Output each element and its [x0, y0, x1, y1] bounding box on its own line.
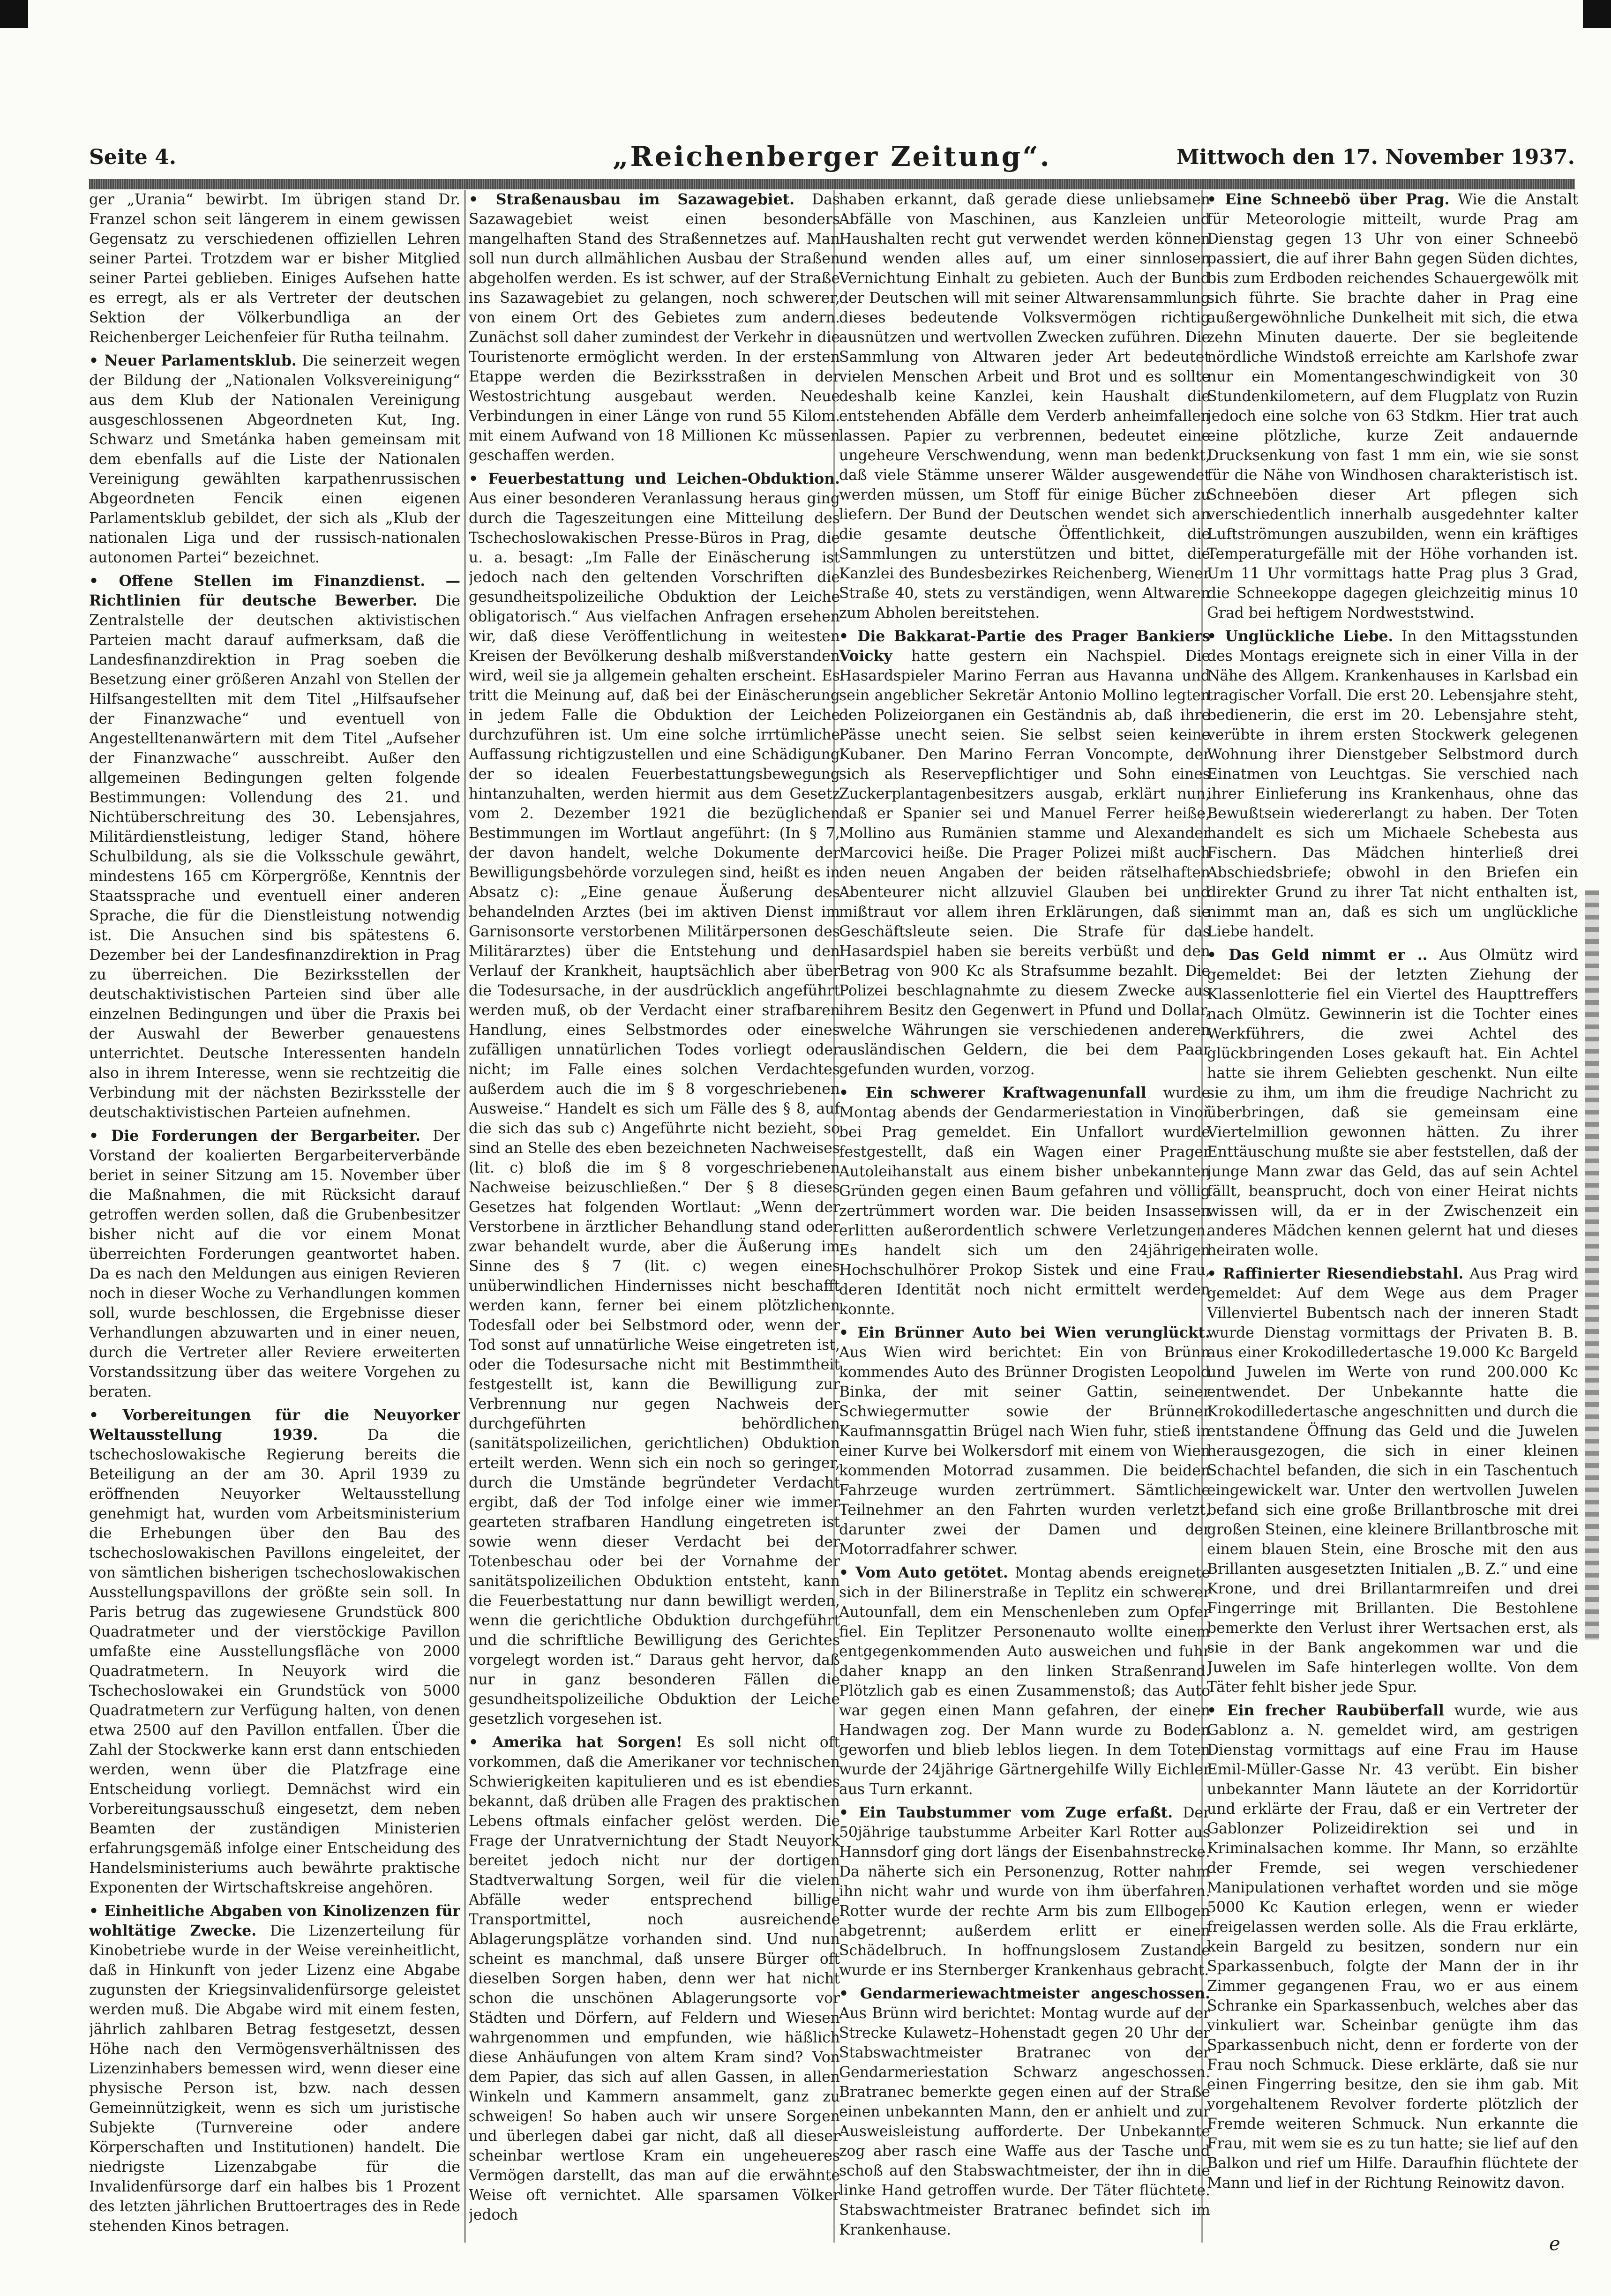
article-body: ger „Urania“ bewirbt. Im übrigen stand Dr. Franzel schon seit längerem in einem gewissen Gegensatz zu verschiedenen offiziellen Lehren seiner Partei. Trotzdem war er bisher Mitglied seiner Partei geblieben. Einiges Aufsehen hatte es erregt, als er als Vertreter der deutschen Sektion der Völkerbundliga an der Reichenberger Leichenfeier für Rutha teilnahm.	[89, 191, 460, 346]
article-paragraph	[839, 190, 1210, 623]
article-paragraph	[1207, 627, 1578, 942]
issue-date: Mittwoch den 17. November 1937.	[1176, 145, 1575, 169]
article-headline: • Vom Auto getötet.	[839, 1564, 1008, 1581]
column-2	[469, 190, 840, 2247]
article-body: Die Zentralstelle der deutschen aktivistischen Parteien macht darauf aufmerksam, daß die Landesfinanzdirektion in Prag soeben die Besetzung einer größeren Anzahl von Stellen der Hilfsangestellten mit dem Titel „Hilfsaufseher der Finanzwache“ und eventuell von Angestelltenanwärtern mit dem Titel „Aufseher der Finanzwache“ ausschreibt. Außer den allgemeinen Bedingungen gelten folgende Bestimmungen: Vollendung des 21. und Nichtüberschreitung des 30. Lebensjahres, Militärdienstleistung, lediger Stand, höhere Schulbildung, als sie die Volksschule gewährt, mindestens 165 cm Körpergröße, Kenntnis der Staatssprache und eventuell einer anderen Sprache, die für die Dienstleistung notwendig ist. Die Ansuchen sind bis spätestens 6. Dezember bei der Landesfinanzdirektion in Prag zu überreichen. Die Bezirksstellen der deutschaktivistischen Parteien sind über alle einzelnen Bedingungen und über die Praxis bei der Auswahl der Bewerber genauestens unterrichtet. Deutsche Interessenten handeln also in ihrem Interesse, wenn sie rechtzeitig die Verbindung mit der nächsten Bezirksstelle der deutschaktivistischen Parteien aufnehmen.	[89, 592, 460, 1121]
article-headline: • Amerika hat Sorgen!	[469, 1734, 682, 1751]
article-body: hatte gestern ein Nachspiel. Die Hasardspieler Marino Ferran aus Havanna und sein angeblicher Sekretär Antonio Mollino legten den Polizeiorganen ein Geständnis ab, daß ihre Pässe unecht seien. Sie selbst seien keine Kubaner. Den Marino Ferran Voncompte, der sich als Reservepflichtiger und Sohn eines Zuckerplantagenbesitzers ausgab, erklärt nun, daß er Spanier sei und Manuel Ferrer heiße, Mollino aus Rumänien stamme und Alexander Marcovici heiße. Die Prager Polizei mißt auch den neuen Angaben der beiden rätselhaften Abenteurer nicht allzuviel Glauben bei und mißtraut vor allem ihren Erklärungen, daß sie Geschäftsleute seien. Die Strafe für das Hasardspiel haben sie bereits verbüßt und den Betrag von 900 Kc als Strafsumme bezahlt. Die Polizei beschlagnahmte zu diesem Zwecke aus ihrem Besitz den Gegenwert in Pfund und Dollar, welche Währungen sie verschiedenen anderen ausländischen Geldern, die bei dem Paar gefunden wurden, vorzog.	[839, 648, 1210, 1078]
article-body: Da die tschechoslowakische Regierung bereits die Beteiligung an der am 30. April 1939 zu eröffnenden Neuyorker Weltausstellung genehmigt hat, wurden vom Arbeitsministerium die Erhebungen über den Bau des tschechoslowakischen Pavillons eingeleitet, der von sämtlichen bisherigen tschechoslowakischen Ausstellungspavillons der größte sein soll. In Paris betrug das zugewiesene Grundstück 800 Quadratmeter und der vierstöckige Pavillon umfaßte eine Ausstellungsfläche von 2000 Quadratmetern. In Neuyork wird die Tschechoslowakei ein Grundstück von 5000 Quadratmetern zur Verfügung halten, von denen etwa 2500 auf den Pavillon entfallen. Über die Zahl der Stockwerke kann erst dann entschieden werden, wenn über die Platzfrage eine Entscheidung vorliegt. Demnächst wird ein Vorbereitungsausschuß eingesetzt, dem neben Beamten der zuständigen Ministerien erfahrungsgemäß infolge einer Entscheidung des Handelsministeriums auch bewährte praktische Exponenten der Wirtschaftskreise angehören.	[89, 1427, 460, 1896]
article-paragraph	[469, 190, 840, 465]
column-1	[89, 190, 460, 2247]
article-headline: • Unglückliche Liebe.	[1207, 628, 1393, 645]
article-headline: • Ein Brünner Auto bei Wien verunglückt.	[839, 1324, 1210, 1341]
column-4	[1207, 190, 1578, 2247]
scan-corner-mark	[0, 0, 28, 28]
article-paragraph	[839, 1083, 1210, 1319]
article-paragraph	[89, 351, 460, 568]
scan-corner-mark	[1583, 0, 1611, 28]
article-paragraph	[89, 1126, 460, 1402]
article-paragraph	[839, 1563, 1210, 1799]
article-body: Aus Brünn wird berichtet: Montag wurde auf der Strecke Kulawetz–Hohenstadt gegen 20 Uhr der Stabswachtmeister Bratranec von der Gendarmeriestation Schwarz angeschossen. Bratranec bemerkte gegen einen auf der Straße einen unbekannten Mann, den er anhielt und zur Ausweisleistung aufforderte. Der Unbekannte zog aber rasch eine Waffe aus der Tasche und schoß auf den Stabswachtmeister, der ihn in die linke Hand getroffen wurde. Der Täter flüchtete. Stabswachtmeister Bratranec befindet sich im Krankenhause.	[839, 2005, 1210, 2238]
article-headline: • Das Geld nimmt er ..	[1207, 947, 1428, 964]
footer-mark: ℯ	[1549, 2233, 1560, 2255]
article-paragraph	[839, 627, 1210, 1079]
article-paragraph	[89, 190, 460, 347]
article-headline: • Gendarmeriewachtmeister angeschossen.	[839, 1985, 1210, 2002]
article-body: haben erkannt, daß gerade diese unliebsamen Abfälle von Maschinen, aus Kanzleien und Haushalten recht gut verwendet werden können und wenden alles auf, um einer sinnlosen Vernichtung Einhalt zu gebieten. Auch der Bund der Deutschen will mit seiner Altwarensammlung dieses bedeutende Volksvermögen richtig ausnützen und wertvollen Zwecken zuführen. Die Sammlung von Altwaren jeder Art bedeutet vielen Menschen Arbeit und Brot und es sollte deshalb keine Kanzlei, kein Haushalt die entstehenden Abfälle dem Verderb anheimfallen lassen. Papier zu verbrennen, bedeutet eine ungeheure Verschwendung, wenn man bedenkt, daß viele Stämme unserer Wälder ausgewendet werden müssen, um Stoff für einige Bücher zu liefern. Der Bund der Deutschen wendet sich an die gesamte deutsche Öffentlichkeit, die Sammlungen zu unterstützen und bittet, die Kanzlei des Bundesbezirkes Reichenberg, Wiener Straße 40, stets zu verständigen, wenn Altwaren zum Abholen bereitstehen.	[839, 191, 1210, 621]
article-headline: • Ein Taubstummer vom Zuge erfaßt.	[839, 1804, 1173, 1821]
article-body: Montag abends ereignete sich in der Bilinerstraße in Teplitz ein schwerer Autounfall, dem ein Menschenleben zum Opfer fiel. Ein Teplitzer Personenauto wollte einem entgegenkommenden Auto ausweichen und fuhr daher knapp an den linken Straßenrand. Plötzlich gab es einen Zusammenstoß; das Auto war gegen einen Mann gefahren, der einen Handwagen zog. Der Mann wurde zu Boden geworfen und blieb leblos liegen. In dem Toten wurde der 24jährige Gärtnergehilfe Willy Eichler aus Turn erkannt.	[839, 1564, 1210, 1798]
article-headline: • Straßenausbau im Sazawagebiet.	[469, 191, 794, 208]
article-paragraph	[89, 571, 460, 1122]
article-paragraph	[1207, 1701, 1578, 2193]
article-body: Das Sazawagebiet weist einen besonders mangelhaften Stand des Straßennetzes auf. Man soll nun durch allmählichen Ausbau der Straßen abgeholfen werden. Es ist schwer, auf der Straße ins Sazawagebiet zu gelangen, noch schwerer, von einem Ort des Gebietes zum andern. Zunächst soll daher zumindest der Verkehr in die Touristenorte ermöglicht werden. In der ersten Etappe werden die Bezirksstraßen in der Westostrichtung ausgebaut werden. Neue Verbindungen in einer Länge von rund 55 Kilom. mit einem Aufwand von 18 Millionen Kc müssen geschaffen werden.	[469, 191, 840, 464]
article-body: In den Mittagsstunden des Montags ereignete sich in einer Villa in der Nähe des Allgem. Krankenhauses in Karlsbad ein tragischer Vorfall. Die erst 20. Lebensjahre steht, bedienerin, die erst im 20. Lebensjahre steht, verübte in ihrem ersten Stockwerk gelegenen Wohnung ihrer Dienstgeber Selbstmord durch Einatmen von Leuchtgas. Sie verschied nach ihrer Einlieferung ins Krankenhaus, ohne das Bewußtsein wiedererlangt zu haben. Der Toten handelt es sich um Michaele Schebesta aus Fischern. Das Mädchen hinterließ drei Abschiedsbriefe; obwohl in den Briefen ein direkter Grund zu ihrer Tat nicht enthalten ist, nimmt man an, daß es sich um unglückliche Liebe handelt.	[1207, 628, 1578, 940]
article-headline: • Neuer Parlamentsklub.	[89, 352, 297, 369]
article-body: Die seinerzeit wegen der Bildung der „Nationalen Volksvereinigung“ aus dem Klub der Nationalen Vereinigung ausgeschlossenen Abgeordneten Kut, Ing. Schwarz und Smetánka haben gemeinsam mit dem ebenfalls auf die Liste der Nationalen Vereinigung gewählten karpathenrussischen Abgeordneten Fencik einen eigenen Parlamentsklub gebildet, der sich als „Klub der nationalen Liga und der russisch-nationalen autonomen Partei“ bezeichnet.	[89, 352, 460, 566]
article-paragraph	[89, 1901, 460, 2236]
column-3	[839, 190, 1210, 2247]
article-headline: • Feuerbestattung und Leichen-Obduktion.	[469, 471, 840, 487]
article-paragraph	[839, 1323, 1210, 1559]
newspaper-title: „Reichenberger Zeitung“.	[613, 141, 1051, 172]
article-body: Wie die Anstalt für Meteorologie mitteilt, wurde Prag am Dienstag gegen 13 Uhr von einer Schneebö passiert, die auf ihrer Bahn gegen Süden dichtes, bis zum Erdboden reichendes Schauergewölk mit sich führte. Sie brachte daher in Prag eine außergewöhnliche Dunkelheit mit sich, die etwa zehn Minuten dauerte. Der sie begleitende nördliche Windstoß erreichte am Karlshofe zwar nur ein Momentangeschwindigkeit von 30 Stundenkilometern, auf dem Flugplatz von Ruzin jedoch eine solche von 63 Stdkm. Hier trat auch eine plötzliche, kurze Zeit andauernde Drucksenkung von fast 1 mm ein, wie sie sonst für die Nähe von Windhosen charakteristisch ist. Schneeböen dieser Art pflegen sich verschiedentlich innerhalb ausgedehnter kalter Luftströmungen auszubilden, wenn ein kräftiges Temperaturgefälle mit der Höhe vorhanden ist. Um 11 Uhr vormittags hatte Prag plus 3 Grad, die Schneekoppe dagegen gleichzeitig minus 10 Grad bei heftigem Nordweststwind.	[1207, 191, 1578, 621]
article-headline: • Offene Stellen im Finanzdienst. — Richtlinien für deutsche Bewerber.	[89, 573, 460, 609]
article-headline: • Ein schwerer Kraftwagenunfall	[839, 1084, 1146, 1101]
article-body: Aus Prag wird gemeldet: Auf dem Wege aus dem Prager Villenviertel Bubentsch nach der inneren Stadt wurde Dienstag vormittags der Privaten B. B. aus einer Krokodilledertasche 19.000 Kc Bargeld und Juwelen im Werte von rund 200.000 Kc entwendet. Der Unbekannte hatte die Krokodilledertasche angeschnitten und durch die entstandene Öffnung das Geld und die Juwelen herausgezogen, die sich in einer kleinen Schachtel befanden, die sich in ein Taschentuch eingewickelt war. Unter den wertvollen Juwelen befand sich eine große Brillantbrosche mit drei großen Steinen, eine kleinere Brillantbrosche mit einem blauen Stein, eine Brosche mit den aus Brillanten ausgesetzten Initialen „B. Z.“ und eine Krone, und drei Brillantarmreifen und drei Fingerringe mit Brillanten. Die Bestohlene bemerkte den Verlust ihrer Wertsachen erst, als sie in der Bank angekommen war und die Juwelen im Safe hinterlegen wollte. Von dem Täter fehlt bisher jede Spur.	[1207, 1265, 1578, 1696]
article-body: Der 50jährige taubstumme Arbeiter Karl Rotter aus Hannsdorf ging dort längs der Eisenbahnstrecke. Da näherte sich ein Personenzug, Rotter nahm ihn nicht wahr und wurde von ihm überfahren. Rotter wurde der rechte Arm bis zum Ellbogen abgetrennt; außerdem erlitt er einen Schädelbruch. In hoffnungslosem Zustande wurde er ins Sternberger Krankenhaus gebracht.	[839, 1804, 1210, 1979]
article-paragraph	[1207, 945, 1578, 1260]
article-headline: • Vorbereitungen für die Neuyorker Weltausstellung 1939.	[89, 1407, 460, 1443]
article-paragraph	[1207, 1264, 1578, 1697]
page-number: Seite 4.	[89, 145, 177, 169]
article-body: wurde, wie aus Gablonz a. N. gemeldet wird, am gestrigen Dienstag vormittags auf eine Frau im Hause Emil-Müller-Gasse Nr. 43 verübt. Ein bisher unbekannter Mann läutete an der Korridortür und erklärte der Frau, daß er ein Vertreter der Gablonzer Polizeidirektion sei und in Kriminalsachen komme. Ihr Mann, so erzählte der Fremde, sei wegen verschiedener Manipulationen verhaftet worden und sie möge 5000 Kc Kaution erlegen, wenn er wieder freigelassen werden solle. Als die Frau erklärte, kein Bargeld zu besitzen, sondern nur ein Sparkassenbuch, folgte der Mann der in ihr Zimmer gegangenen Frau, wo er aus einem Schranke ein Sparkassenbuch, welches aber das vinkuliert war. Scheinbar genügte ihm das Sparkassenbuch nicht, denn er forderte von der Frau noch Schmuck. Diese erklärte, daß sie nur einen Fingerring besitze, den sie ihm gab. Mit vorgehaltenem Revolver forderte plötzlich der Fremde weiteren Schmuck. Nun erkannte die Frau, mit wem sie es zu tun hatte; sie lief auf den Balkon und rief um Hilfe. Daraufhin flüchtete der Mann und lief in der Richtung Reinowitz davon.	[1207, 1702, 1578, 2191]
article-paragraph	[89, 1406, 460, 1898]
article-body: Aus einer besonderen Veranlassung heraus ging durch die Tageszeitungen eine Mitteilung des Tschechoslowakischen Presse-Büros in Prag, die u. a. besagt: „Im Falle der Einäscherung ist jedoch nach den geltenden Vorschriften die gesundheitspolizeiliche Obduktion der Leiche obligatorisch.“ Aus vielfachen Anfragen ersehen wir, daß diese Veröffentlichung in weitesten Kreisen der Bevölkerung deshalb mißverstanden wird, weil sie ja allgemein gehalten erscheint. Es tritt die Meinung auf, daß bei der Einäscherung in jedem Falle die Obduktion der Leiche durchzuführen ist. Um eine solche irrtümliche Auffassung richtigzustellen und eine Schädigung der so idealen Feuerbestattungsbewegung hintanzuhalten, werden hiermit aus dem Gesetz vom 2. Dezember 1921 die bezüglichen Bestimmungen im Wortlaut angeführt: (In § 7, der davon handelt, welche Dokumente der Bewilligungsbehörde vorzulegen sind, heißt es in Absatz c): „Eine genaue Äußerung des behandelnden Arztes (bei im aktiven Dienst im Garnisonsorte verstorbenen Militärpersonen des Militärarztes) über die Entstehung und den Verlauf der Krankheit, hauptsächlich aber über die Todesursache, in der ausdrücklich angeführt werden muß, ob der Verdacht einer strafbaren Handlung, eines Selbstmordes oder eines zufälligen unnatürlichen Todes vorliegt oder nicht; im Falle eines solchen Verdachtes außerdem auch die im § 8 vorgeschriebenen Ausweise.“ Handelt es sich um Fälle des § 8, auf die sich das sub c) Angeführte nicht bezieht, so sind an Stelle des eben bezeichneten Nachweises (lit. c) bloß die im § 8 vorgeschriebenen Nachweise beizuschließen.“ Der § 8 dieses Gesetzes hat folgenden Wortlaut: „Wenn der Verstorbene in ärztlicher Behandlung stand oder zwar behandelt wurde, aber die Äußerung im Sinne des § 7 (lit. c) wegen eines unüberwindlichen Hindernisses nicht beschafft werden kann, ferner bei einem plötzlichen Todesfall oder bei Selbstmord oder, wenn der Tod sonst auf unnatürliche Weise eingetreten ist, oder die Todesursache nicht mit Bestimmtheit festgestellt ist, kann die Bewilligung zur Verbrennung nur gegen Nachweis der durchgeführten behördlichen (sanitätspolizeilichen, gerichtlichen) Obduktion erteilt werden. Wenn sich ein noch so geringer, durch die Umstände begründeter Verdacht ergibt, daß der Tod infolge einer wie immer gearteten strafbaren Handlung eingetreten ist sowie wenn dieser Verdacht bei der Totenbeschau oder bei der Vornahme der sanitätspolizeilichen Obduktion entsteht, kann die Feuerbestattung nur dann bewilligt werden, wenn die gerichtliche Obduktion durchgeführt und die schriftliche Bewilligung des Gerichtes vorgelegt worden ist.“ Daraus geht hervor, daß nur in ganz besonderen Fällen die gesundheitspolizeiliche Obduktion der Leiche gesetzlich vorgesehen ist.	[469, 490, 840, 1728]
binding-strip	[1585, 890, 1599, 1640]
article-body: Es soll nicht oft vorkommen, daß die Amerikaner vor technischen Schwierigkeiten kapitulieren und es ist ebendies bekannt, daß drüben alle Fragen des praktischen Lebens oftmals einfacher gelöst werden. Die Frage der Unratvernichtung der Stadt Neuyork bereitet jedoch nicht nur der dortigen Stadtverwaltung Sorgen, weil für die vielen Abfälle weder entsprechend billige Transportmittel, noch ausreichende Ablagerungsplätze vorhanden sind. Und nun scheint es manchmal, daß unsere Bürger oft dieselben Sorgen haben, denn wer hat nicht schon die unschönen Ablagerungsorte vor Städten und Dörfern, auf Feldern und Wiesen wahrgenommen und empfunden, wie häßlich diese Anhäufungen von altem Kram sind? Von dem Papier, das sich auf allen Gassen, in allen Winkeln und Kammern ansammelt, ganz zu schweigen! So haben auch wir unsere Sorgen und überlegen dabei gar nicht, daß all dieser scheinbar wertlose Kram ein ungeheueres Vermögen darstellt, das man auf die erwähnte Weise oft vernichtet. Alle sparsamen Völker jedoch	[469, 1734, 840, 2223]
column-divider	[464, 190, 466, 2243]
page-header	[89, 141, 1575, 178]
article-paragraph	[839, 1803, 1210, 1980]
article-headline: • Einheitliche Abgaben von Kinolizenzen für wohltätige Zwecke.	[89, 1903, 460, 1939]
article-body: Aus Olmütz wird gemeldet: Bei der letzten Ziehung der Klassenlotterie fiel ein Viertel des Haupttreffers nach Olmütz. Gewinnerin ist die Tochter eines Werkführers, die zwei Achtel des glückbringenden Loses gekauft hat. Ein Achtel hatte sie ihrem Geliebten geschenkt. Nun eilte sie zu ihm, um ihm die freudige Nachricht zu überbringen, daß sie gemeinsam eine Viertelmillion gewonnen hätten. Zu ihrer Enttäuschung mußte sie aber feststellen, daß der junge Mann zwar das Geld, das auf sein Achtel fällt, beansprucht, doch von einer Heirat nichts wissen will, da er in der Zwischenzeit ein anderes Mädchen kennen gelernt hat und dieses heiraten wolle.	[1207, 947, 1578, 1259]
header-rule	[89, 179, 1575, 189]
article-paragraph	[469, 1733, 840, 2225]
article-headline: • Ein frecher Raubüberfall	[1207, 1702, 1444, 1719]
article-headline: • Raffinierter Riesendiebstahl.	[1207, 1265, 1463, 1282]
article-body: Der Vorstand der koalierten Bergarbeiterverbände beriet in seiner Sitzung am 15. November über die Maßnahmen, die mit Rücksicht darauf getroffen werden sollen, daß die Grubenbesitzer bisher nicht auf die vor einem Monat überreichten Forderungen geantwortet haben. Da es nach den Meldungen aus einigen Revieren noch in dieser Woche zu Verhandlungen kommen soll, wurde beschlossen, die Ergebnisse dieser Verhandlungen abzuwarten und in einer neuen, durch die Vertreter aller Reviere erweiterten Vorstandssitzung über das weitere Vorgehen zu beraten.	[89, 1128, 460, 1400]
article-headline: • Die Bakkarat-Partie des Prager Bankiers Voicky	[839, 628, 1210, 665]
article-body: wurde Montag abends der Gendarmeriestation in Vinoř bei Prag gemeldet. Ein Unfallort wurde festgestellt, daß ein Wagen einer Prager Autoleihanstalt aus einem bisher unbekannten Gründen gegen einen Baum gefahren und völlig zertrümmert worden war. Die beiden Insassen erlitten außerordentlich schwere Verletzungen. Es handelt sich um den 24jährigen Hochschulhörer Prokop Sistek und eine Frau, deren Identität noch nicht ermittelt werden konnte.	[839, 1084, 1210, 1318]
article-headline: • Die Forderungen der Bergarbeiter.	[89, 1128, 420, 1144]
article-paragraph	[469, 469, 840, 1729]
article-body: Aus Wien wird berichtet: Ein von Brünn kommendes Auto des Brünner Drogisten Leopold Binka, der mit seiner Gattin, seiner Schwiegermutter sowie der Brünner Kaufmannsgattin Brügel nach Wien fuhr, stieß in einer Kurve bei Wolkersdorf mit einem von Wien kommenden Motorrad zusammen. Die beiden Fahrzeuge wurden zertrümmert. Sämtliche Teilnehmer an den Fahrten wurden verletzt, darunter zwei der Damen und der Motorradfahrer schwer.	[839, 1344, 1210, 1558]
article-headline: • Eine Schneebö über Prag.	[1207, 191, 1449, 208]
article-body: Die Lizenzerteilung für Kinobetriebe wurde in der Weise vereinheitlicht, daß in Hinkunft von jeder Lizenz eine Abgabe zugunsten der Kriegsinvalidenfürsorge geleistet werden muß. Die Abgabe wird mit einem festen, jährlich zahlbaren Betrag festgesetzt, dessen Höhe nach den Vermögensverhältnissen des Lizenzinhabers bemessen wird, wenn dieser eine physische Person ist, bzw. nach dessen Gemeinnützigkeit, wenn es sich um juristische Subjekte (Turnvereine oder andere Körperschaften und Institutionen) handelt. Die niedrigste Lizenzabgabe für die Invalidenfürsorge darf ein halbes bis 1 Prozent des letzten jährlichen Bruttoertrages des in Rede stehenden Kinos betragen.	[89, 1922, 460, 2235]
article-paragraph	[839, 1984, 1210, 2240]
article-paragraph	[1207, 190, 1578, 623]
